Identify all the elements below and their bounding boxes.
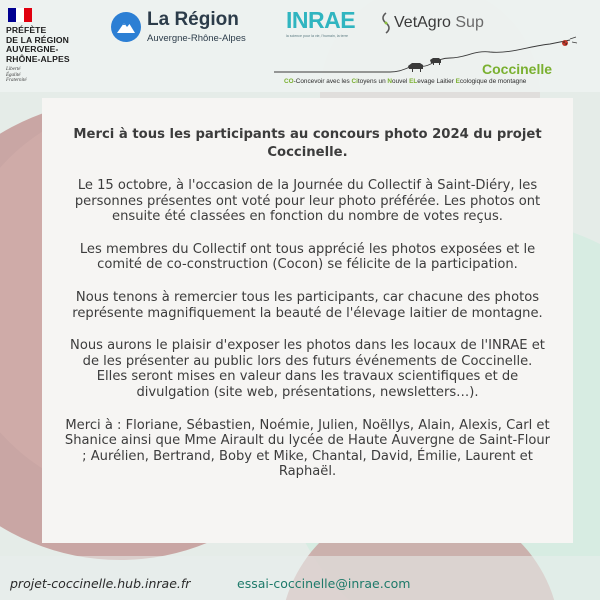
announcement-card	[42, 98, 573, 543]
tagline-part: -Concevoir avec les	[293, 78, 352, 85]
tagline-part: CO	[284, 78, 294, 85]
prefecture-motto	[6, 67, 76, 84]
french-flag-icon	[8, 8, 32, 22]
motto-line: Fraternité	[6, 78, 27, 84]
vetagro-name	[394, 14, 484, 32]
motto-line: Égalité	[6, 72, 21, 78]
prefecture-line: AUVERGNE-	[6, 44, 59, 54]
tagline-part: evage Laitier	[417, 78, 456, 85]
region-subtitle: Auvergne-Rhône-Alpes	[147, 33, 246, 44]
card-paragraph: Nous aurons le plaisir d'exposer les photos dans les locaux de l'INRAE et de les présenter au public lors des futurs événements de Coccinelle.	[70, 338, 545, 369]
website-link[interactable]: projet-coccinelle.hub.inrae.fr	[10, 576, 191, 591]
card-paragraph: Elles seront mises en valeur dans les travaux scientifiques et de divulgation (site web, présentations, newsletters…).	[96, 369, 519, 400]
coccinelle-tagline	[284, 78, 526, 85]
inrae-name: INRAE	[286, 7, 356, 33]
prefecture-line: DE LA RÉGION	[6, 34, 69, 45]
card-thanks-paragraph: Merci à : Floriane, Sébastien, Noémie, Julien, Noëllys, Alain, Alexis, Carl et Shanice ainsi que Mme Airault du lycée de Haute Auvergne de Saint-Flour ; Aurélien, Bertrand, Boby et Mike, Chantal, David, Émilie, Laurent et Raphaël.	[64, 417, 551, 480]
footer	[0, 572, 600, 596]
prefecture-line: PRÉFÈTE	[6, 25, 47, 35]
vetagro-suffix: Sup	[450, 14, 484, 31]
region-title: La Région	[147, 9, 239, 30]
tagline-part: N	[387, 78, 393, 85]
coccinelle-name: Coccinelle	[482, 61, 553, 77]
card-paragraph: Le 15 octobre, à l'occasion de la Journée du Collectif à Saint-Diéry, les personnes présentes ont voté pour leur photo préférée. Les photos ont ensuite été classées en fonction du nombre de votes reçus.	[74, 178, 541, 225]
tagline-part: ouvel	[392, 78, 410, 85]
card-paragraph: Les membres du Collectif ont tous apprécié les photos exposées et le comité de co-construction (Cocon) se félicite de la participation.	[79, 241, 536, 273]
vetagro-main: VetAgro	[394, 14, 451, 31]
inrae-tagline: la science pour la vie, l'humain, la terre	[286, 34, 349, 38]
card-paragraph: Nous tenons à remercier tous les participants, car chacune des photos représente magnifiquement la beauté de l'élevage laitier de montagne.	[72, 289, 543, 321]
region-mountain-icon	[111, 12, 141, 42]
coccinelle-logo	[270, 36, 590, 88]
prefecture-line: RHÔNE-ALPES	[6, 53, 70, 64]
vetagro-logo	[380, 12, 500, 36]
tagline-part: cologique de montagne	[459, 78, 527, 85]
tagline-part: E	[455, 78, 460, 85]
tagline-part: toyens un	[357, 78, 388, 85]
motto-line: Liberté	[6, 67, 21, 72]
inrae-logo	[286, 8, 361, 38]
card-title: Merci à tous les participants au concours photo 2024 du projet Coccinelle.	[73, 127, 542, 160]
vetagro-mark-icon	[380, 12, 392, 34]
email-link[interactable]: essai-coccinelle@inrae.com	[237, 576, 411, 591]
prefecture-logo	[6, 8, 76, 84]
tagline-part: EL	[409, 78, 418, 85]
header-logos	[0, 0, 600, 90]
tagline-part: Ci	[351, 78, 358, 85]
region-logo	[109, 8, 259, 48]
